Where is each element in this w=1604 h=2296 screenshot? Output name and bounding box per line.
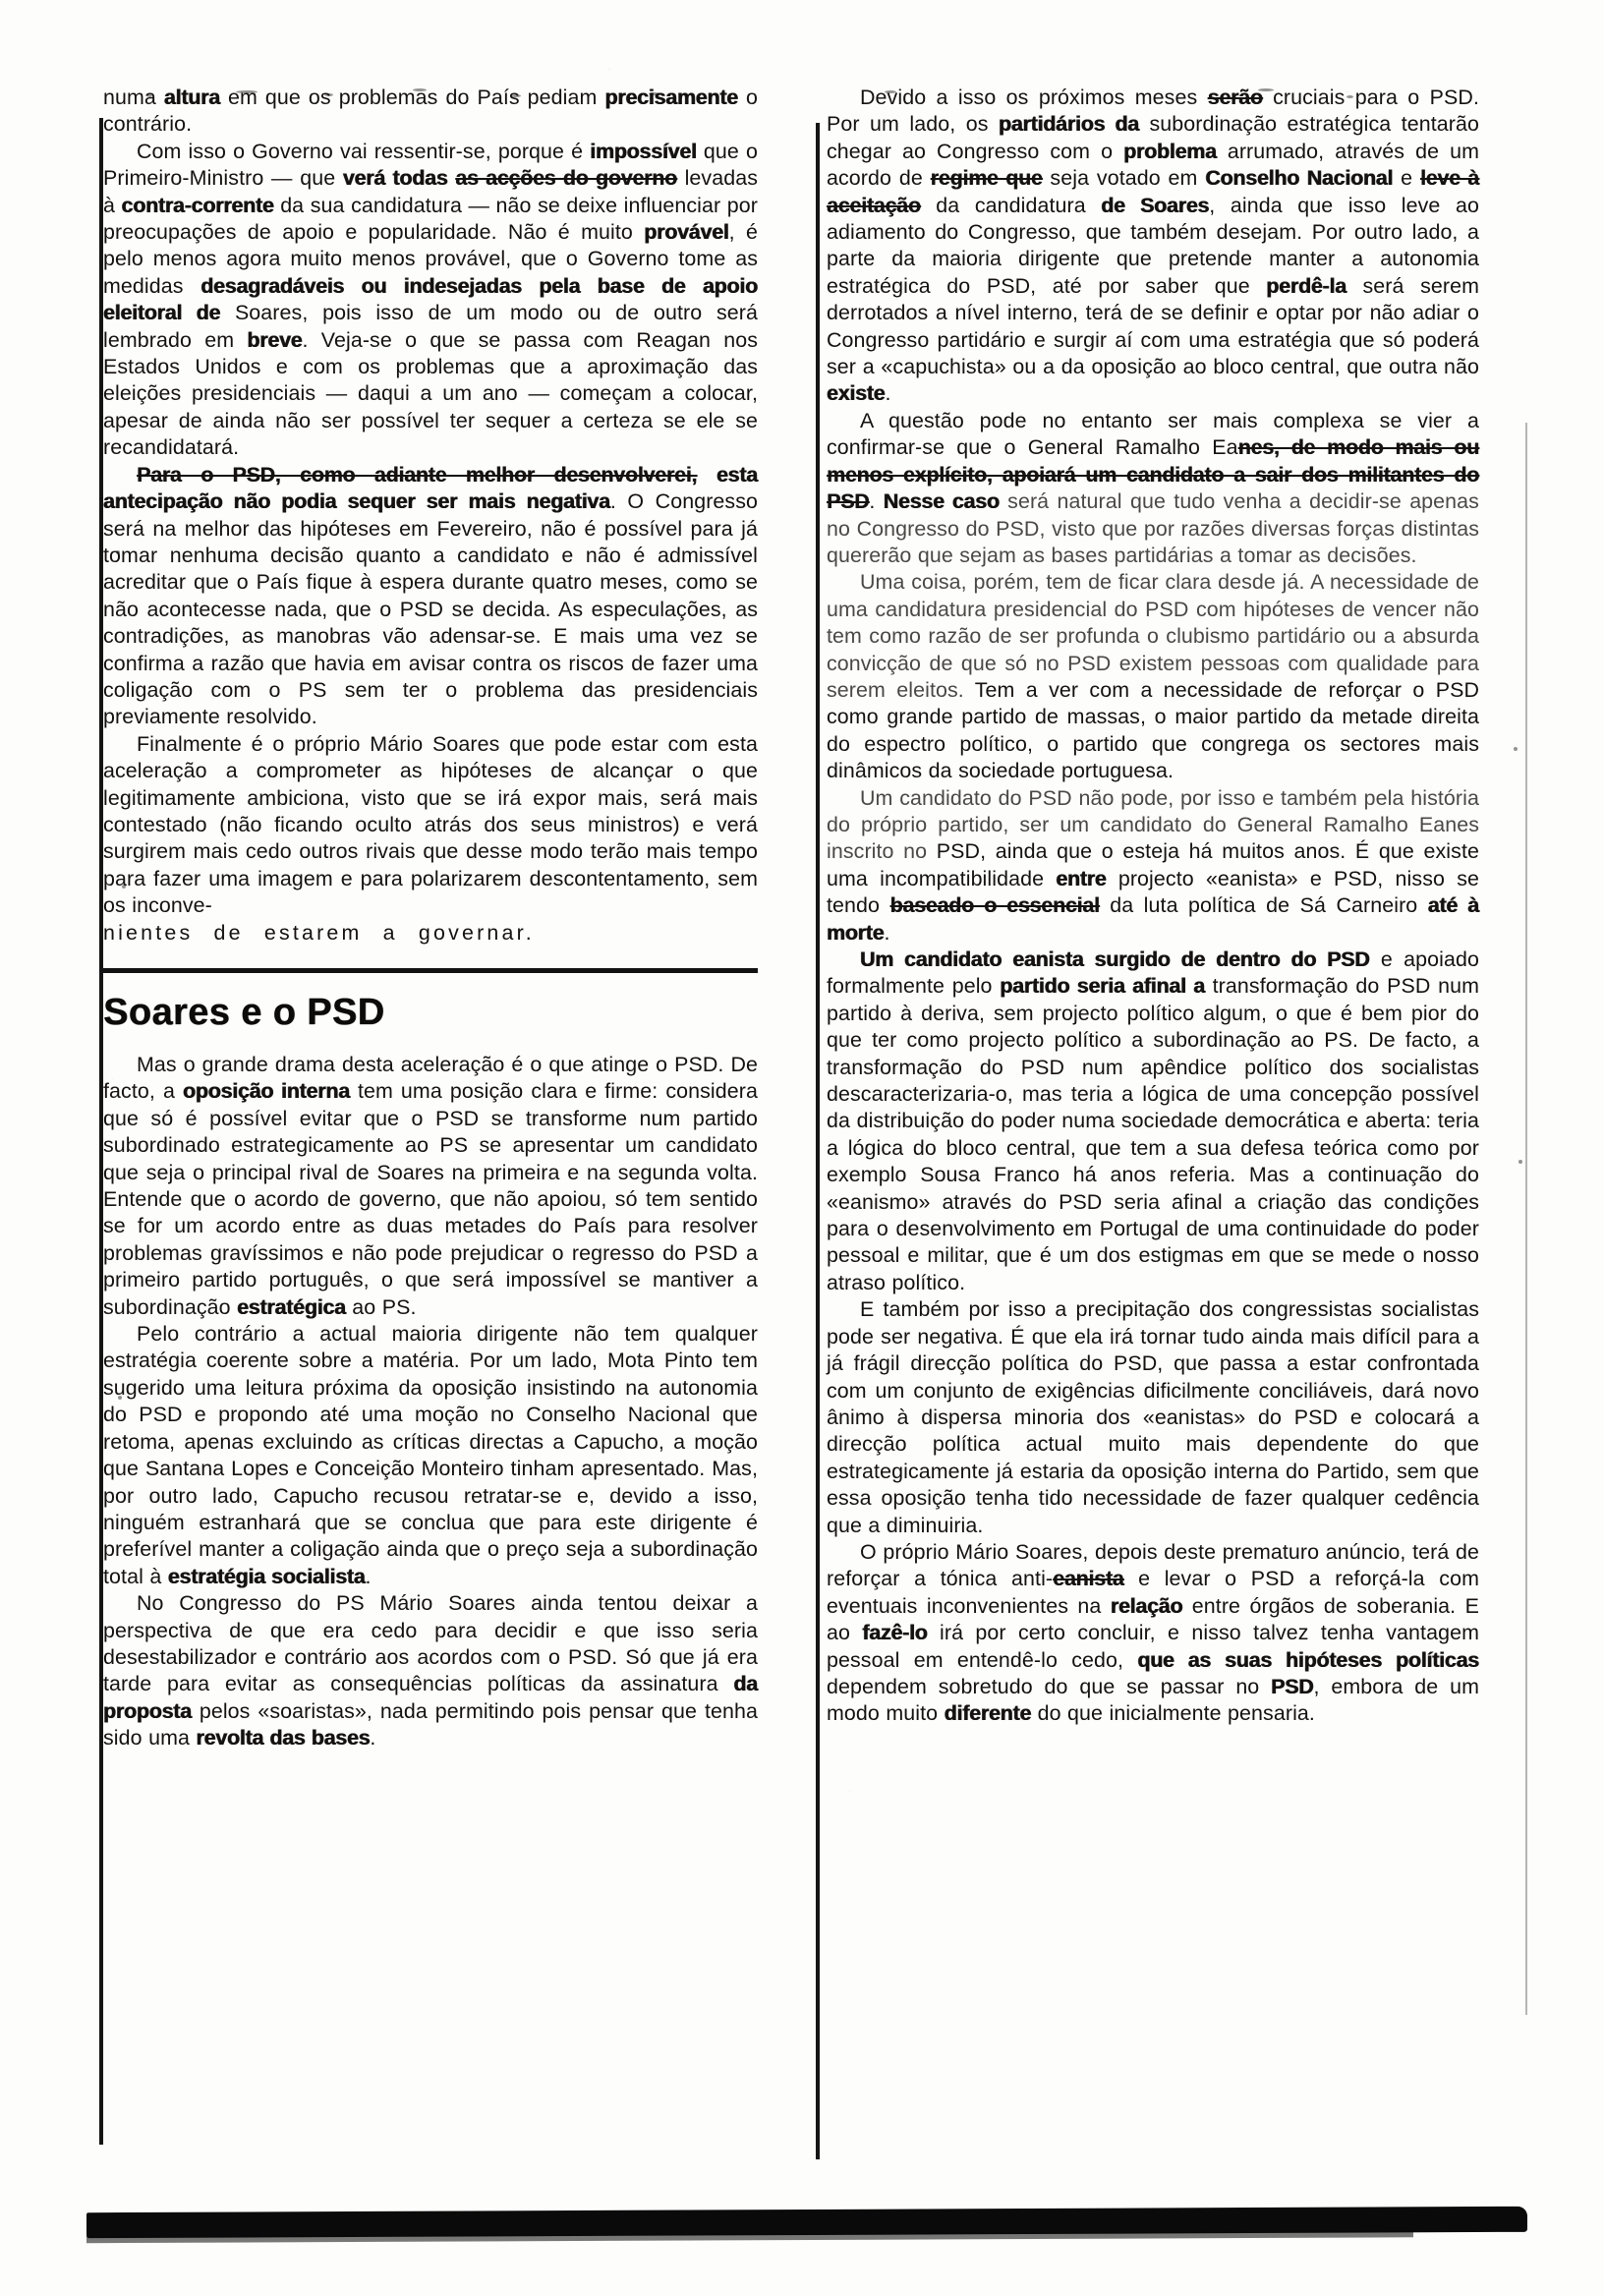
section-heading-block (103, 968, 758, 1034)
paragraph: Um candidato do PSD não pode, por isso e também pela história do próprio partido, ser um candidato do General Ramalho Eanes inscrito no PSD, ainda que o esteja há muitos anos. É que existe uma incompatibilidade entre projecto «eanista» e PSD, nisso se tendo baseado o essencial da luta política de Sá Carneiro até à morte. (827, 785, 1480, 945)
paragraph: Devido a isso os próximos meses serão cruciais para o PSD. Por um lado, os partidários da subordinação estratégica tentarão chegar ao Congresso com o problema arrumado, através de um acordo de regime que seja votado em Conselho Nacional e leve à aceitação da candidatura de Soares, ainda que isso leve ao adiamento do Congresso, que também desejam. Por outro lado, a parte da maioria dirigente que pretende manter a autonomia estratégica do PSD, até por saber que perdê-la será serem derrotados a nível interno, terá de se definir e optar por não adiar o Congresso partidário e surgir aí com uma estratégia que só poderá ser a «capuchista» ou a da oposição ao bloco central, que outra não existe. (827, 86, 1480, 406)
paragraph: Um candidato eanista surgido de dentro do PSD e apoiado formalmente pelo partido seria afinal a transformação do PSD num partido à deriva, sem projecto político algum, o que é bem pior do que ter como projecto político a subordinação ao PS. De facto, a transformação do PSD num apêndice político dos socialistas descaracterizaria-o, mas teria a lógica de uma concepção possível da distribuição do poder numa sociedade democrática e aberta: teria a lógica do bloco central, que tem a sua defesa teórica como por exemplo Sousa Franco há anos referia. Mas a continuação do «eanismo» através do PSD seria afinal a criação das condições para o desenvolvimento em Portugal de uma continuidade do poder pessoal e militar, que é um dos estigmas em que se mede o nosso atraso político. (827, 947, 1479, 1294)
article-columns (103, 85, 1518, 2090)
paragraph: nientes de estarem a governar. (103, 920, 535, 945)
paragraph: Pelo contrário a actual maioria dirigente não tem qualquer estratégia coerente sobre a matéria. Por um lado, Mota Pinto tem sugerido uma leitura próxima da oposição insistindo na autonomia do PSD e propondo até uma moção no Conselho Nacional que retoma, apenas excluindo as críticas directas a Capucho, a moção que Santana Lopes e Conceição Monteiro tinham apresentado. Mas, por outro lado, Capucho recusou retratar-se e, devido a isso, ninguém estranhará que se conclua que para este dirigente é preferível manter a coligação ainda que o preço seja a subordinação total à estratégia socialista. (103, 1322, 758, 1588)
paragraph: E também por isso a precipitação dos congressistas socialistas pode ser negativa. É que ela irá tornar tudo ainda mais difícil para a já frágil direcção política do PSD, que passa a estar confrontada com um conjunto de exigências dificilmente conciliáveis, dará novo ânimo à dispersa minoria dos «eanistas» do PSD e colocará a direcção política actual muito mais dependente do que estrategicamente já estaria da oposição interna do Partido, sem que essa oposição tenha tido necessidade de fazer qualquer cedência que a diminuiria. (827, 1297, 1479, 1537)
paragraph: No Congresso do PS Mário Soares ainda tentou deixar a perspectiva de que era cedo para decidir e que isso seria desestabilizador e contrário aos acordos com o PSD. Só que já era tarde para evitar as consequências políticas da assinatura da proposta pelos «soaristas», nada permitindo pois pensar que tenha sido uma revolta das bases. (103, 1591, 758, 1751)
column-rule-right (1525, 423, 1527, 2015)
paragraph: O próprio Mário Soares, depois deste prematuro anúncio, terá de reforçar a tónica anti-eanista e levar o PSD a reforçá-la com eventuais inconvenientes na relação entre órgãos de soberania. E ao fazê-lo irá por certo concluir, e nisso talvez tenha vantagem pessoal em entendê-lo cedo, que as suas hipóteses políticas dependem sobretudo do que se passar no PSD, embora de um modo muito diferente do que inicialmente pensaria. (827, 1539, 1479, 1726)
page-edge-artifact (86, 2207, 1527, 2238)
page-title: Soares e o PSD (103, 992, 385, 1033)
paragraph: Com isso o Governo vai ressentir-se, porque é impossível que o Primeiro-Ministro — que verá todas as acções do governo levadas à contra-corrente da sua candidatura — não se deixe influenciar por preocupações de apoio e popularidade. Não é muito provável, é pelo menos agora muito menos provável, que o Governo tome as medidas desagradáveis ou indesejadas pela base de apoio eleitoral de Soares, pois isso de um modo ou de outro será lembrado em breve. Veja-se o que se passa com Reagan nos Estados Unidos e com os problemas que a aproximação das eleições presidenciais — daqui a um ano — começam a colocar, apesar de ainda não ser possível ter sequer a certeza se ele se recandidatará. (103, 139, 759, 460)
article-column-left (103, 85, 791, 2090)
paragraph: Mas o grande drama desta aceleração é o que atinge o PSD. De facto, a oposição interna tem uma posição clara e firme: considera que só é possível evitar que o PSD se transforme num partido subordinado estrategicamente ao PS se apresentar um candidato que seja o principal rival de Soares na primeira e na segunda volta. Entende que o acordo de governo, que não apoiou, só tem sentido se for um acordo entre as duas metades do País para resolver problemas gravíssimos e não pode prejudicar o regresso do PSD a primeiro partido português, o que será impossível se mantiver a subordinação estratégica ao PS. (103, 1053, 758, 1319)
article-column-right (791, 85, 1479, 2090)
paragraph: A questão pode no entanto ser mais complexa se vier a confirmar-se que o General Ramalho Eanes, de modo mais ou menos explícito, apoiará um candidato a sair dos militantes do PSD. Nesse caso será natural que tudo venha a decidir-se apenas no Congresso do PSD, visto que por razões diversas forças distintas quererão que sejam as bases partidárias a tomar as decisões. (827, 408, 1480, 567)
paragraph: Uma coisa, porém, tem de ficar clara desde já. A necessidade de uma candidatura presidencial do PSD com hipóteses de vencer não tem como razão de ser profunda o clubismo partidário ou a absurda convicção de que só no PSD existem pessoas com qualidade para serem eleitos. Tem a ver com a necessidade de reforçar o PSD como grande partido de massas, o maior partido da metade direita do espectro político, o partido que congrega os sectores mais dinâmicos da sociedade portuguesa. (827, 570, 1480, 783)
section-divider (103, 968, 758, 973)
paragraph: Finalmente é o próprio Mário Soares que pode estar com esta aceleração a comprometer as hipóteses de alcançar o que legitimamente ambiciona, visto que se irá expor mais, será mais contestado (não ficando oculto atrás dos seus ministros) e verá surgirem mais cedo outros rivais que desse modo terão mais tempo para fazer uma imagem e para polarizarem descontentamento, sem os inconve- (103, 731, 758, 918)
paragraph: numa altura em que os problemas do País pediam precisamente o contrário. (103, 86, 758, 137)
paragraph: Para o PSD, como adiante melhor desenvolverei, esta antecipação não podia sequer ser mais negativa. O Congresso será na melhor das hipóteses em Fevereiro, não é possível para já tomar nenhuma decisão quanto a candidato e não é admissível acreditar que o País fique à espera durante quatro meses, como se não acontecesse nada, que o PSD se decida. As especulações, as contradições, as manobras vão adensar-se. E mais uma vez se confirma a razão que havia em avisar contra os riscos de fazer uma coligação com o PS sem ter o problema das presidenciais previamente resolvido. (103, 462, 759, 729)
